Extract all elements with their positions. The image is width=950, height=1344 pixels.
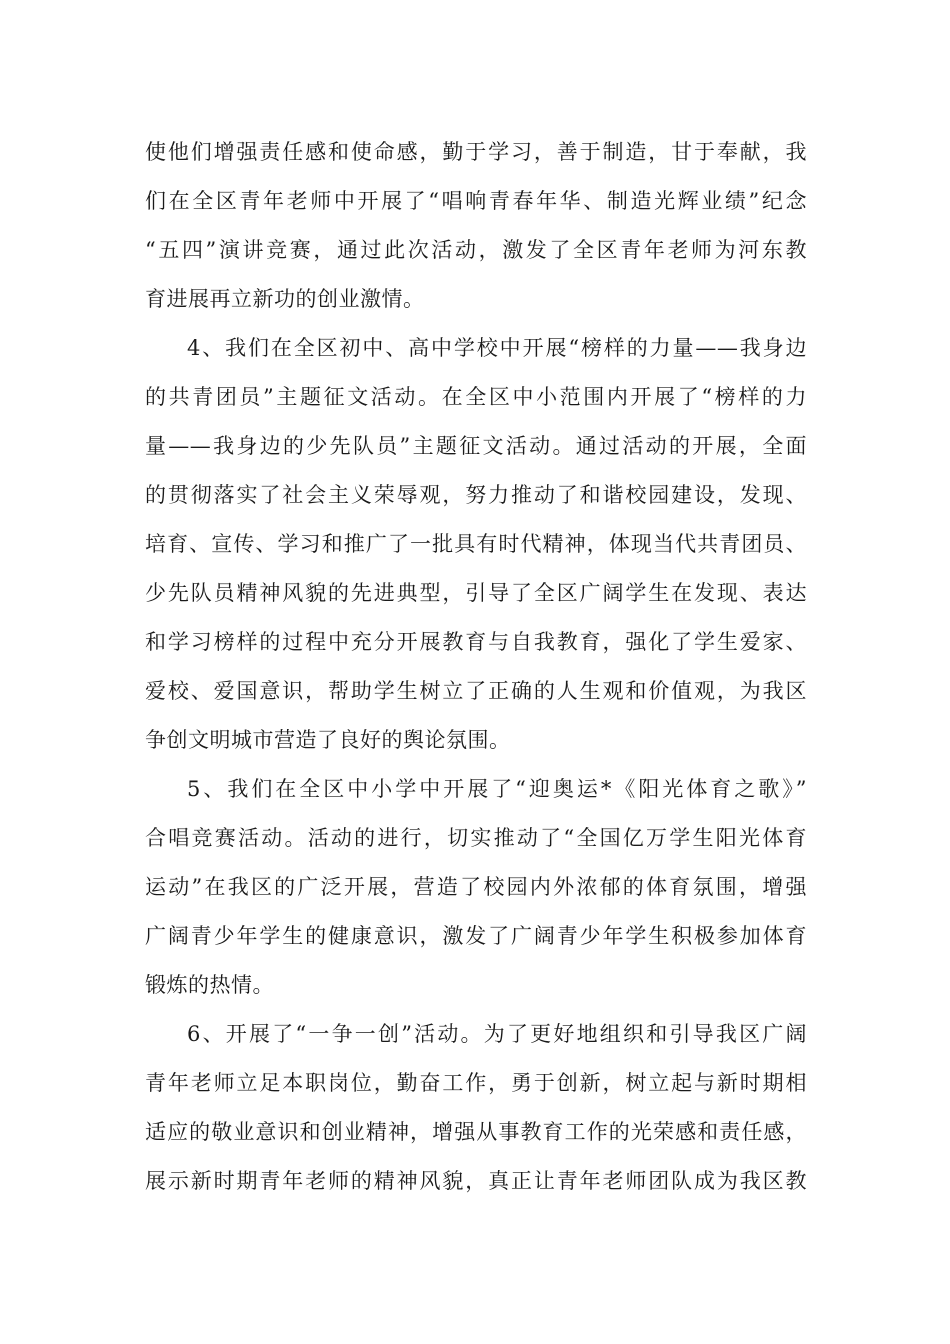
document-page [145, 128, 807, 1206]
text-line: 5、我们在全区中小学中开展了“迎奥运*《阳光体育之歌》” [187, 777, 807, 801]
text-line: “五四”演讲竞赛，通过此次活动，激发了全区青年老师为河东教 [145, 238, 807, 262]
text-line: 适应的敬业意识和创业精神，增强从事教育工作的光荣感和责任感， [145, 1120, 807, 1144]
text-line: 运动”在我区的广泛开展，营造了校园内外浓郁的体育氛围，增强 [145, 875, 807, 899]
paragraph-4 [145, 1010, 807, 1206]
paragraph-1 [145, 128, 807, 324]
text-line: 育进展再立新功的创业激情。 [145, 287, 425, 311]
paragraph-2 [145, 324, 807, 765]
text-line: 合唱竞赛活动。活动的进行，切实推动了“全国亿万学生阳光体育 [145, 826, 807, 850]
text-line: 争创文明城市营造了良好的舆论氛围。 [145, 728, 511, 752]
paragraph-3 [145, 765, 807, 1010]
text-line: 的共青团员”主题征文活动。在全区中小范围内开展了“榜样的力 [145, 385, 807, 409]
text-line: 量——我身边的少先队员”主题征文活动。通过活动的开展，全面 [145, 434, 807, 458]
text-line: 的贯彻落实了社会主义荣辱观，努力推动了和谐校园建设，发现、 [145, 483, 807, 507]
text-line: 少先队员精神风貌的先进典型，引导了全区广阔学生在发现、表达 [145, 581, 807, 605]
text-line: 4、我们在全区初中、高中学校中开展“榜样的力量——我身边 [187, 336, 807, 360]
text-line: 和学习榜样的过程中充分开展教育与自我教育，强化了学生爱家、 [145, 630, 807, 654]
text-line: 培育、宣传、学习和推广了一批具有时代精神，体现当代共青团员、 [145, 532, 807, 556]
text-line: 6、开展了“一争一创”活动。为了更好地组织和引导我区广阔 [187, 1022, 807, 1046]
text-line: 锻炼的热情。 [145, 973, 274, 997]
text-line: 青年老师立足本职岗位，勤奋工作，勇于创新，树立起与新时期相 [145, 1071, 807, 1095]
text-line: 广阔青少年学生的健康意识，激发了广阔青少年学生积极参加体育 [145, 924, 807, 948]
text-line: 们在全区青年老师中开展了“唱响青春年华、制造光辉业绩”纪念 [145, 189, 807, 213]
text-line: 使他们增强责任感和使命感，勤于学习，善于制造，甘于奉献，我 [145, 140, 807, 164]
text-line: 爱校、爱国意识，帮助学生树立了正确的人生观和价值观，为我区 [145, 679, 807, 703]
text-line: 展示新时期青年老师的精神风貌，真正让青年老师团队成为我区教 [145, 1169, 807, 1193]
